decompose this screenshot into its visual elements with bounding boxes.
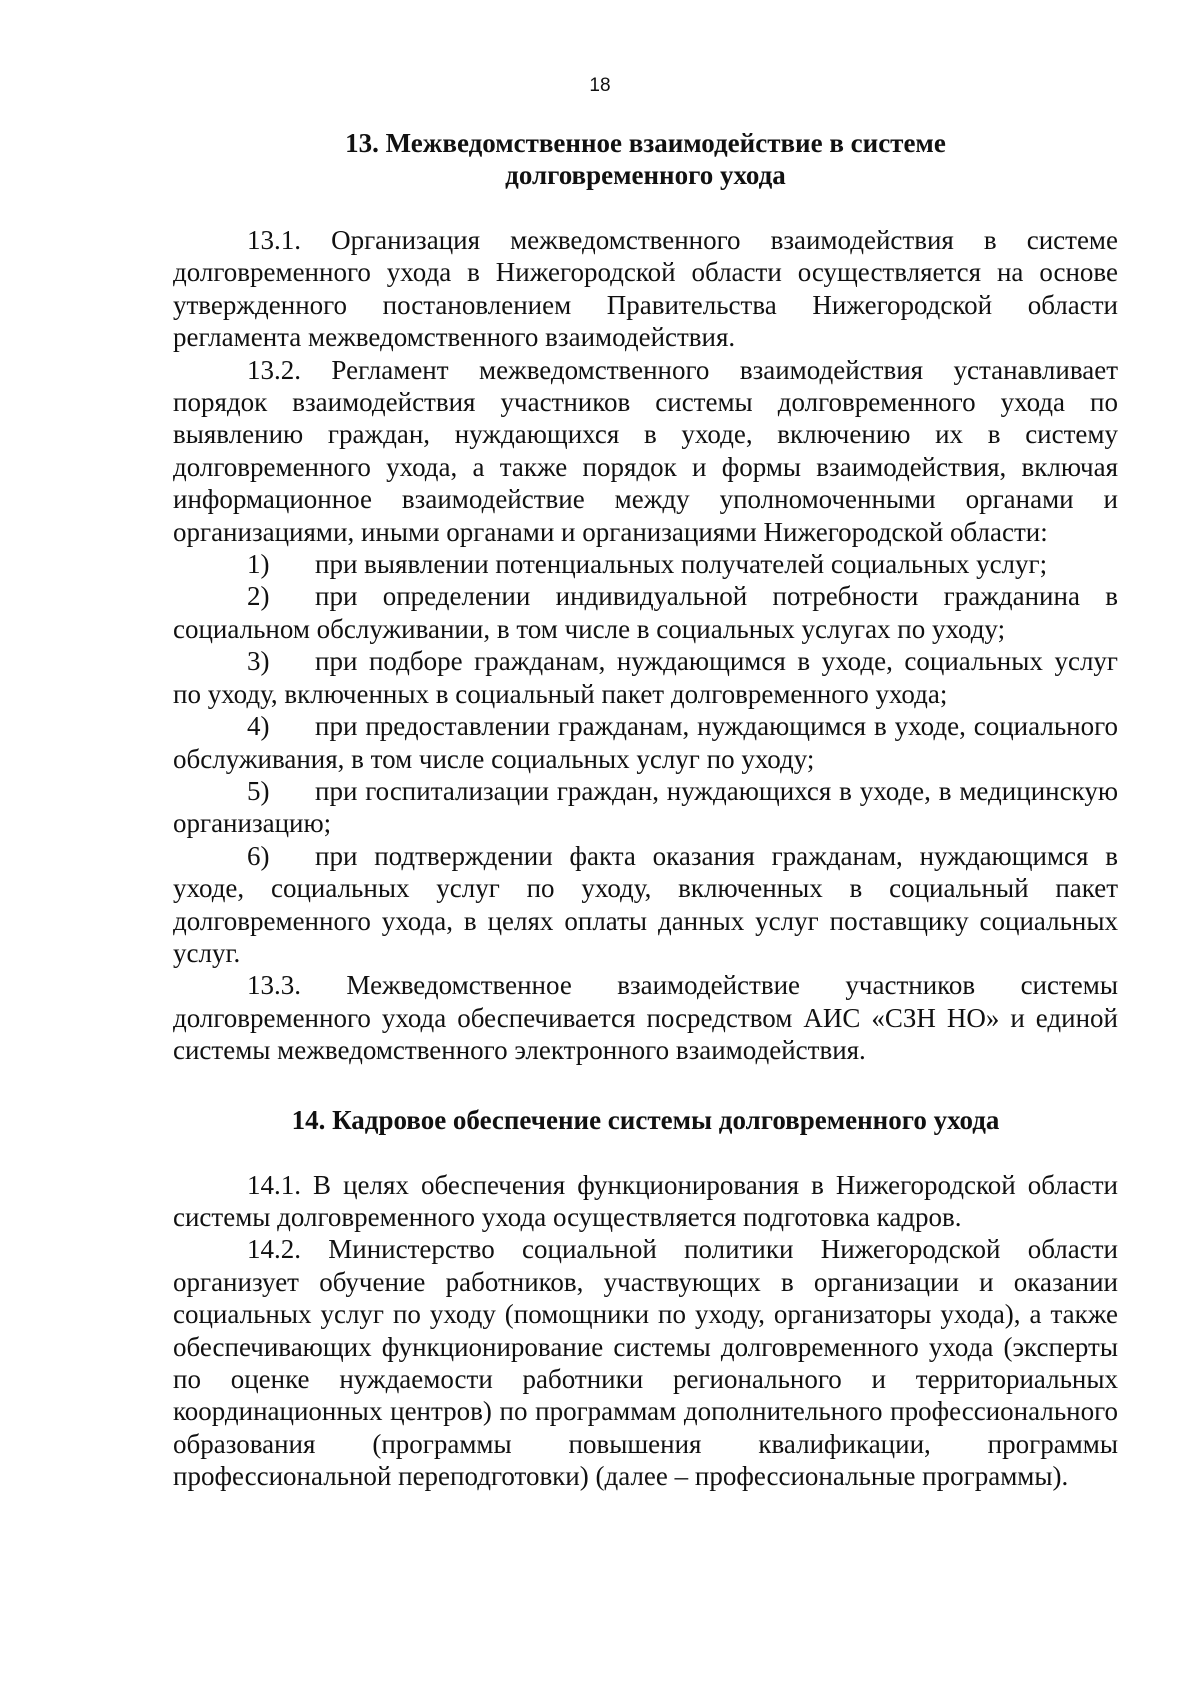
list-item-3	[173, 645, 1118, 710]
list-item-text: при предоставлении гражданам, нуждающимся в уходе, социального обслуживания, в том числе социальных услуг по уходу;	[173, 711, 1118, 774]
section-13-heading-line-2: долговременного ухода	[505, 160, 786, 190]
section-13-heading	[173, 127, 1118, 191]
list-item-number: 1)	[247, 549, 270, 580]
list-item-number: 5)	[247, 775, 270, 806]
paragraph-14-1: 14.1. В целях обеспечения функционирования в Нижегородской области системы долговременного ухода осуществляется подготовка кадров.	[173, 1169, 1118, 1232]
list-item-number: 4)	[247, 711, 270, 742]
list-item-number: 2)	[247, 581, 270, 612]
paragraph-13-2: 13.2. Регламент межведомственного взаимодействия устанавливает порядок взаимодействия участников системы долговременного ухода по выявлению граждан, нуждающихся в уходе, включению их в систему долговременного ухода, а также порядок и формы взаимодействия, включая информационное взаимодействие между уполномоченными органами и организациями, иными органами и организациями Нижегородской области:	[173, 354, 1118, 547]
list-item-text: при подтверждении факта оказания гражданам, нуждающимся в уходе, социальных услуг по уходу, включенных в социальный пакет долговременного ухода, в целях оплаты данных услуг поставщику социальных услуг.	[173, 840, 1118, 968]
list-item-2	[173, 580, 1118, 645]
section-14-heading: 14. Кадровое обеспечение системы долговременного ухода	[291, 1104, 1000, 1135]
list-item-4	[173, 710, 1118, 775]
page-number: 18	[589, 75, 611, 96]
list-item-5	[173, 775, 1118, 840]
list-item-text: при определении индивидуальной потребности гражданина в социальном обслуживании, в том числе в социальных услугах по уходу;	[173, 581, 1118, 644]
paragraph-13-3: 13.3. Межведомственное взаимодействие участников системы долговременного ухода обеспечивается посредством АИС «СЗН НО» и единой системы межведомственного электронного взаимодействия.	[173, 970, 1118, 1066]
section-13-heading-line-1: 13. Межведомственное взаимодействие в системе	[345, 128, 946, 158]
list-item-text: при выявлении потенциальных получателей социальных услуг;	[315, 549, 1048, 580]
paragraph-13-1: 13.1. Организация межведомственного взаимодействия в системе долговременного ухода в Нижегородской области осуществляется на основе утвержденного постановлением Правительства Нижегородской области регламента межведомственного взаимодействия.	[173, 225, 1118, 353]
paragraph-14-2: 14.2. Министерство социальной политики Нижегородской области организует обучение работников, участвующих в организации и оказании социальных услуг по уходу (помощники по уходу, организаторы ухода), а также обеспечивающих функционирование системы долговременного ухода (эксперты по оценке нуждаемости работники регионального и территориальных координационных центров) по программам дополнительного профессионального образования (программы повышения квалификации, программы профессиональной переподготовки) (далее – профессиональные программы).	[173, 1234, 1118, 1492]
list-item-1	[173, 548, 1118, 580]
list-item-number: 3)	[247, 646, 270, 677]
list-item-text: при госпитализации граждан, нуждающихся в уходе, в медицинскую организацию;	[173, 775, 1118, 839]
document-body	[173, 127, 1118, 1493]
list-item-number: 6)	[247, 840, 270, 871]
list-item-text: при подборе гражданам, нуждающимся в уходе, социальных услуг по уходу, включенных в социальный пакет долговременного ухода;	[173, 646, 1118, 709]
list-item-6	[173, 840, 1118, 970]
